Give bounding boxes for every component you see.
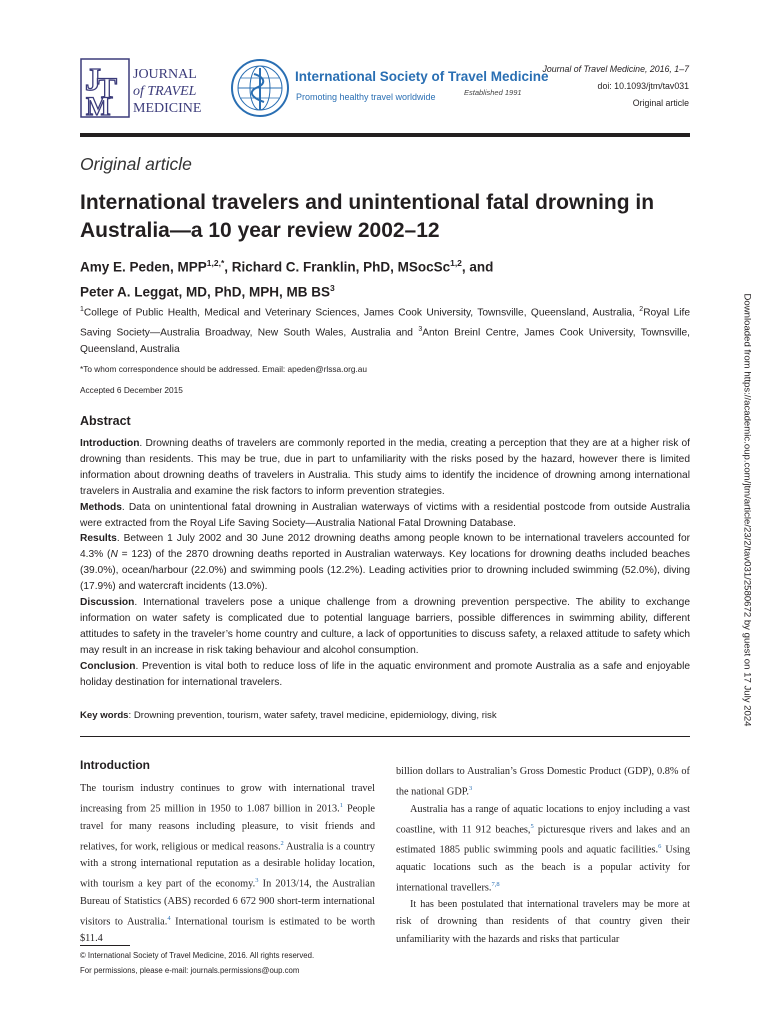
copyright-notice: © International Society of Travel Medicine, 2016. All rights reserved. <box>80 951 315 960</box>
abstract-heading: Abstract <box>80 414 131 428</box>
body-column-left <box>80 780 375 948</box>
abstract-introduction: Introduction. Drowning deaths of travelers are commonly reported in the media, creating a perception that they are at a higher risk of drowning than residents. This may be true, due in part to unfamiliarity with the risks posed by the hazard, however there is limited information about drowning deaths of travelers in Australia. This study aims to identify the incidence of drowning among international travelers in Australia and examine the risk factors to inform prevention strategies. <box>80 438 690 497</box>
abstract-label: Discussion <box>80 597 135 609</box>
affiliation-number: 3 <box>418 325 423 333</box>
journal-logo-line3: MEDICINE <box>133 101 202 116</box>
header-rule <box>80 133 690 137</box>
journal-logo-line2: of TRAVEL <box>133 84 197 99</box>
running-head-doi[interactable]: doi: 10.1093/jtm/tav031 <box>597 81 689 91</box>
journal-logo <box>80 58 215 118</box>
footer <box>80 949 314 978</box>
affiliation-marker[interactable]: 3 <box>330 282 335 293</box>
society-tagline: Promoting healthy travel worldwide <box>296 92 436 102</box>
svg-text:T: T <box>97 72 118 105</box>
abstract-conclusion: Conclusion. Prevention is vital both to reduce loss of life in the aquatic environment and promote Australia as a safe and enjoyable holiday destination for international travelers. <box>80 660 690 688</box>
author-name: Amy E. Peden, MPP <box>80 259 207 275</box>
section-label: Original article <box>80 154 192 174</box>
affiliations <box>80 302 690 358</box>
keywords-text: : Drowning prevention, tourism, water safety, travel medicine, epidemiology, diving, risk <box>128 710 497 721</box>
body-column-right <box>396 763 690 948</box>
citation-link[interactable]: 3 <box>468 785 473 793</box>
citation-link[interactable]: 6 <box>658 843 662 851</box>
running-head-journal: Journal of Travel Medicine, 2016, 1–7 <box>542 64 689 74</box>
abstract-results: Results. Between 1 July 2002 and 30 June 2012 drowning deaths among people known to be international travelers accounted for 4.3% (N = 123) of the 2870 drowning deaths reported in Australian waterways. Key locations for drowning deaths included beaches (39.0%), ocean/harbour (22.0%) and swimming pools (12.2%). Leading activities prior to drowning included swimming (52.0%), diving (17.9%) and watercraft incidents (13.0%). <box>80 533 690 593</box>
affiliation-number: 1 <box>80 306 84 313</box>
svg-text:M: M <box>86 92 111 118</box>
citation-link[interactable]: 5 <box>530 822 534 830</box>
body-paragraph: Australia has a range of aquatic locations to enjoy including a vast coastline, with 11 912 beaches,$^5$ picturesque rivers and lakes and an estimated 1885 public swimming pools and aquatic facilities.$^6$ Using aquatic locations such as the beach is a popular activity for international travellers.$^{7,8}$ <box>396 803 691 894</box>
citation-link[interactable]: 7,8 <box>491 880 500 888</box>
download-watermark: Downloaded from https://academic.oup.com/jtm/article/23/2/tav031/2580672 by guest on 17 July 2024 <box>741 293 753 727</box>
body-paragraph: It has been postulated that international travelers may be more at risk of drowning than residents of that country given their unfamiliarity with the hazards and risks that particular <box>396 899 690 945</box>
introduction-heading: Introduction <box>80 758 150 772</box>
society-name: International Society of Travel Medicine <box>295 69 549 84</box>
abstract-discussion: Discussion. International travelers pose a unique challenge from a drowning prevention perspective. The ability to exchange information on water safety is complicated due to potential language barriers, possible differences in swimming ability, different attitudes to safety in the traveler’s home country and culture, a lack of opportunities to discuss safety, a relaxed attitude to safety which may result in an increase in risk taking behaviour and alcohol consumption. <box>80 597 690 656</box>
society-globe-icon <box>230 58 290 118</box>
author-conjunction: , and <box>461 259 494 275</box>
abstract-label: Introduction <box>80 438 140 449</box>
abstract-label: Results <box>80 533 117 545</box>
citation-link[interactable]: 3 <box>255 877 259 885</box>
abstract-methods: Methods. Data on unintentional fatal drowning in Australian waterways of victims with a residential postcode from outside Australia were extracted from the Royal Life Saving Society—Australia National Fatal Drowning Database. <box>80 501 690 529</box>
abstract-label: Conclusion <box>80 660 136 672</box>
abstract-label: Methods <box>80 501 122 513</box>
permissions-notice: For permissions, please e-mail: journals.permissions@oup.com <box>80 965 300 975</box>
affiliation-marker[interactable]: 1,2, <box>206 258 221 268</box>
abstract-body <box>80 436 690 691</box>
journal-logo-line1: JOURNAL <box>133 67 197 82</box>
society-established: Established 1991 <box>464 88 522 97</box>
author-name: Peter A. Leggat, MD, PhD, MPH, MB BS <box>80 284 331 299</box>
author-list <box>80 253 700 302</box>
corresponding-marker[interactable]: * <box>220 258 225 268</box>
affiliation-number: 2 <box>639 306 644 313</box>
citation-link[interactable]: 1 <box>339 802 344 810</box>
running-head-type: Original article <box>632 98 689 108</box>
svg-text:J: J <box>85 61 101 97</box>
running-head <box>542 61 689 112</box>
affiliation-text: Royal Life Saving Society—Australia Broadway, New South Wales, Australia and <box>80 307 691 339</box>
citation-link[interactable]: 2 <box>280 839 284 847</box>
body-paragraph: billion dollars to Australian’s Gross Domestic Product (GDP), 0.8% of the national GDP.$^3$ <box>396 766 690 798</box>
affiliation-text: Anton Breinl Centre, James Cook University, Townsville, Queensland, Australia <box>80 327 690 355</box>
keywords-label: Key words <box>80 710 129 721</box>
footer-rule <box>80 945 130 946</box>
accepted-date: Accepted 6 December 2015 <box>80 385 183 395</box>
body-paragraph: The tourism industry continues to grow with international travel increasing from 25 million in 1950 to 1.087 billion in 2013.$^1$ People travel for many reasons including pleasure, to visit friends and relatives, for work, religious or medical reasons.$^2$ Australia is a country with a strong international reputation as a desirable holiday location, with tourism a key part of the economy.$^3$ In 2013/14, the Australian Bureau of Statistics (ABS) recorded 6 672 900 short-term international visitors to Australia.$^4$ International tourism is estimated to be worth $11.4 <box>80 783 376 945</box>
correspondence-note: *To whom correspondence should be addressed. Email: apeden@rlssa.org.au <box>80 364 367 374</box>
article-title: International travelers and unintentional fatal drowning in Australia—a 10 year review 2002–12 <box>80 191 655 242</box>
affiliation-text: College of Public Health, Medical and Veterinary Sciences, James Cook University, Townsville, Queensland, Australia, <box>83 307 635 319</box>
author-name: , Richard C. Franklin, PhD, MSocSc <box>224 259 451 275</box>
keywords <box>80 709 690 723</box>
section-divider <box>80 736 690 737</box>
citation-link[interactable]: 4 <box>167 914 171 922</box>
affiliation-marker[interactable]: 1,2 <box>450 258 462 268</box>
